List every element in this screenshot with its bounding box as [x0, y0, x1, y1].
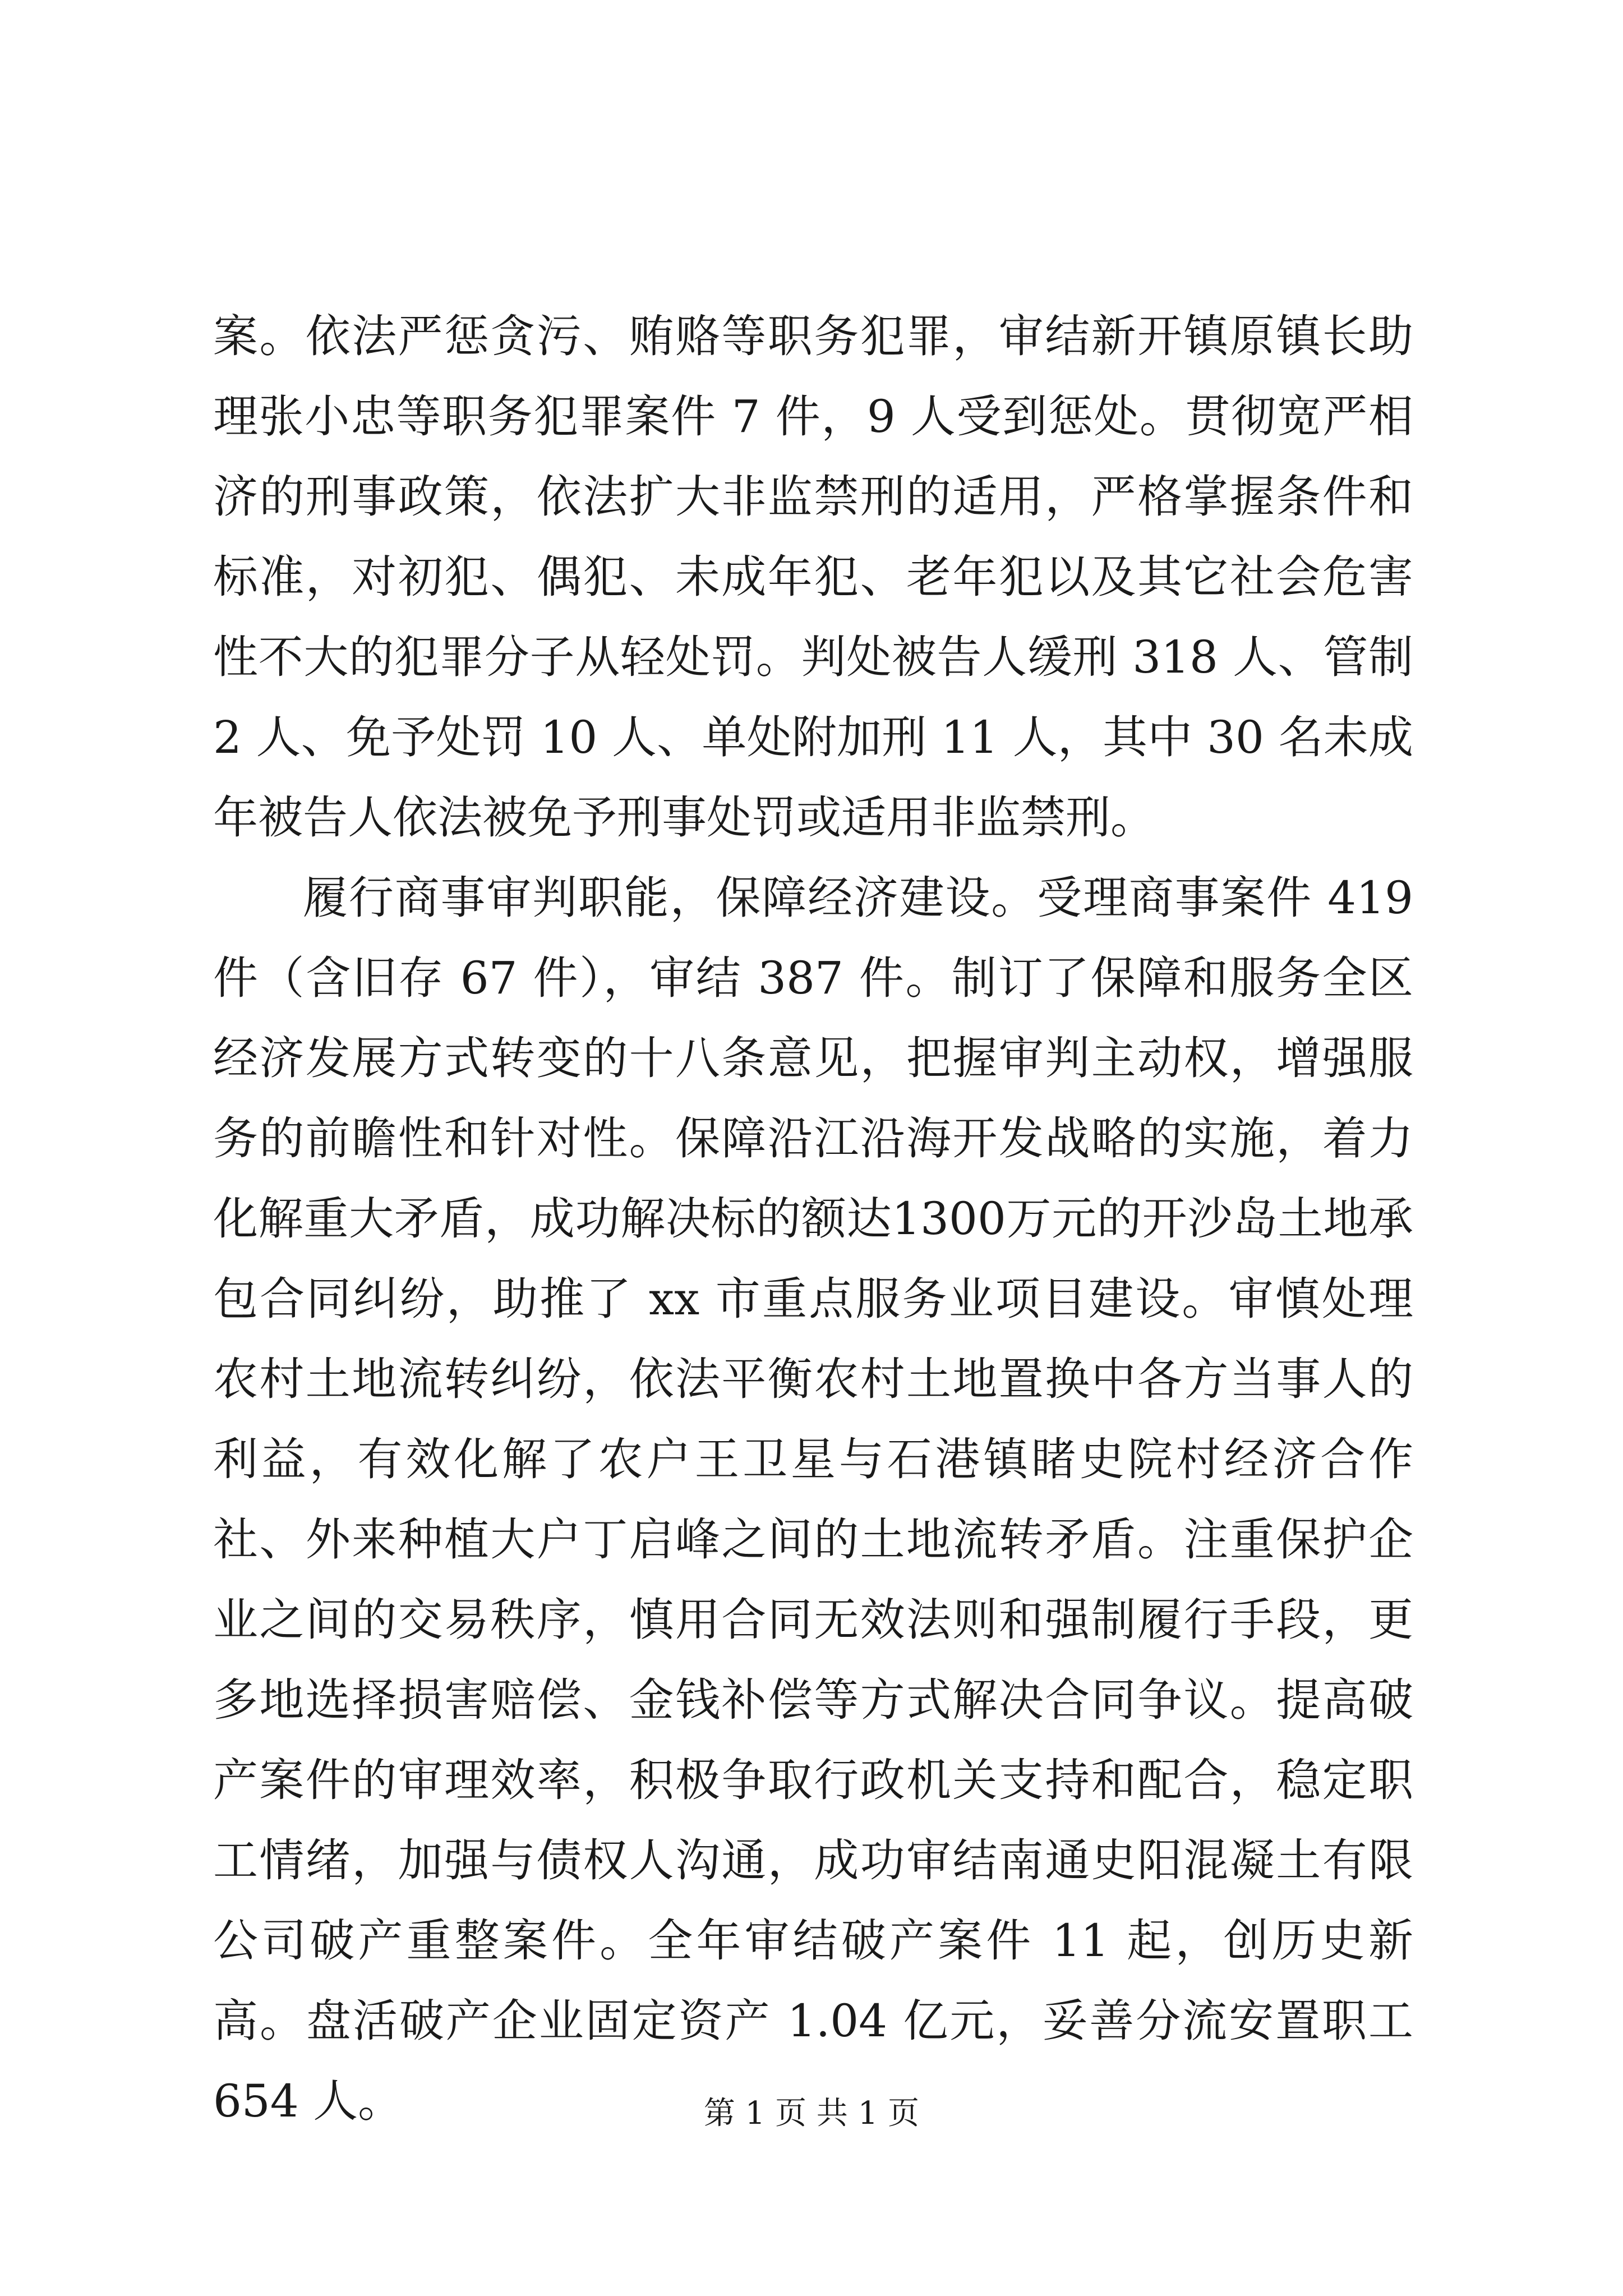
document-body [213, 296, 1413, 2141]
paragraph-commercial-trials: 履行商事审判职能，保障经济建设。受理商事案件 419 件（含旧存 67 件），审结 387 件。制订了保障和服务全区经济发展方式转变的十八条意见，把握审判主动权，增强服务的前瞻性和针对性。保障沿江沿海开发战略的实施，着力化解重大矛盾，成功解决标的额达1300万元的开沙岛土地承包合同纠纷，助推了 xx 市重点服务业项目建设。审慎处理农村土地流转纠纷，依法平衡农村土地置换中各方当事人的利益，有效化解了农户王卫星与石港镇睹史院村经济合作社、外来种植大户丁启峰之间的土地流转矛盾。注重保护企业之间的交易秩序，慎用合同无效法则和强制履行手段，更多地选择损害赔偿、金钱补偿等方式解决合同争议。提高破产案件的审理效率，积极争取行政机关支持和配合，稳定职工情绪，加强与债权人沟通，成功审结南通史阳混凝土有限公司破产重整案件。全年审结破产案件 11 起，创历史新高。盘活破产企业固定资产 1.04 亿元，妥善分流安置职工 654 人。 [213, 872, 1413, 2127]
paragraph-criminal-trials: 案。依法严惩贪污、贿赂等职务犯罪，审结新开镇原镇长助理张小忠等职务犯罪案件 7 件，9 人受到惩处。贯彻宽严相济的刑事政策，依法扩大非监禁刑的适用，严格掌握条件和标准，对初犯、偶犯、未成年犯、老年犯以及其它社会危害性不大的犯罪分子从轻处罚。判处被告人缓刑 318 人、管制 2 人、免予处罚 10 人、单处附加刑 11 人，其中 30 名未成年被告人依法被免予刑事处罚或适用非监禁刑。 [213, 310, 1413, 844]
page-footer: 第 1 页 共 1 页 [703, 2095, 920, 2132]
